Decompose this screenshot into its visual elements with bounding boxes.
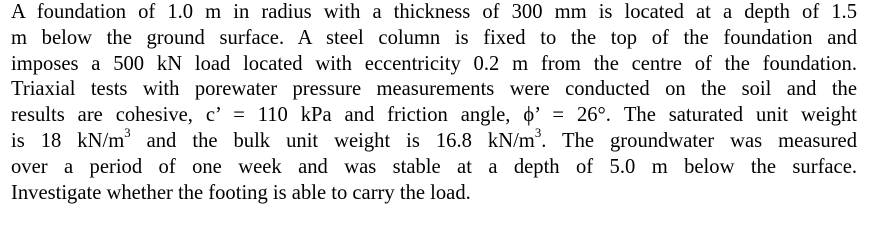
problem-line-6 [11,126,857,155]
problem-line-6-part-b: and the bulk unit weight is 16.8 kN/m [130,129,535,152]
problem-line-3: imposes a 500 kN load located with eccentricity 0.2 m from the centre of the foundation. [11,52,857,75]
problem-line-1: A foundation of 1.0 m in radius with a thickness of 300 mm is located at a depth of 1.5 [11,1,857,23]
cubic-superscript-1: 3 [124,126,131,141]
problem-line-2: m below the ground surface. A steel column is fixed to the top of the foundation and [11,26,857,49]
cubic-superscript-2: 3 [534,126,542,141]
problem-line-5: results are cohesive, c’ = 110 kPa and friction angle, ϕ’ = 26°. The saturated unit weight [11,104,857,127]
problem-line-8: Investigate whether the footing is able to carry the load. [11,181,471,204]
problem-statement [11,0,857,206]
problem-line-6-part-c: . The groundwater was measured [541,129,857,152]
problem-line-7: over a period of one week and was stable at a depth of 5.0 m below the surface. [11,155,857,178]
problem-line-6-part-a: is 18 kN/m [11,129,125,152]
problem-line-4: Triaxial tests with porewater pressure measurements were conducted on the soil and the [11,78,857,101]
